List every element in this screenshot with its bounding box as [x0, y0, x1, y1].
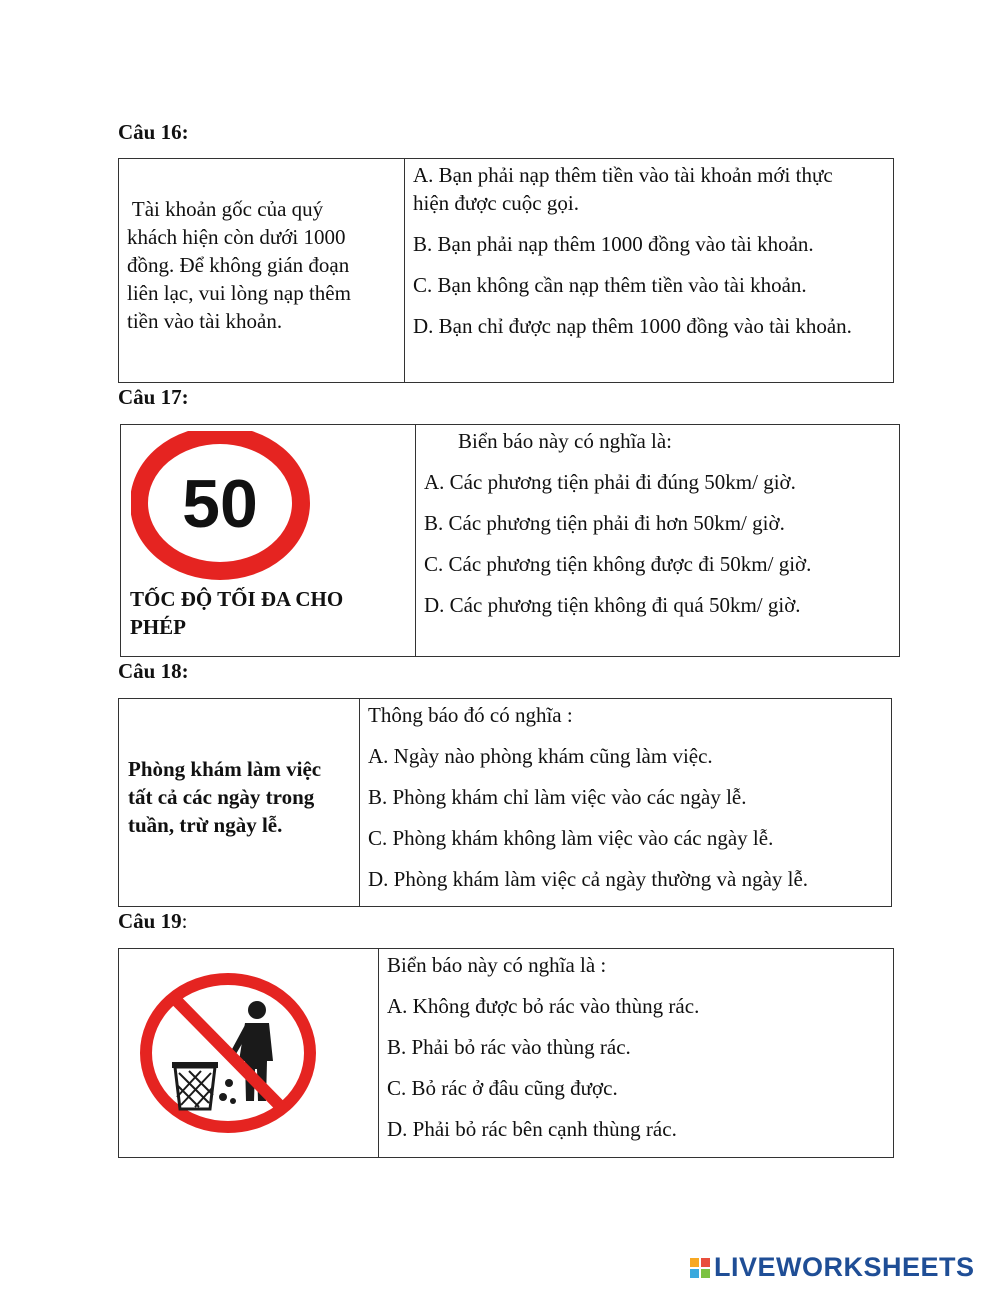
question-17-sign-cell	[121, 425, 416, 656]
statement-line: Phòng khám làm việc	[128, 757, 322, 781]
question-19-box	[118, 948, 894, 1158]
option-b[interactable]: B. Các phương tiện phải đi hơn 50km/ giờ.	[424, 511, 785, 535]
option-b[interactable]: B. Bạn phải nạp thêm 1000 đồng vào tài khoản.	[413, 232, 814, 256]
trash-bin-icon	[172, 1062, 218, 1109]
option-c[interactable]: C. Các phương tiện không được đi 50km/ giờ.	[424, 552, 812, 576]
statement-line: Tài khoản gốc của quý	[127, 197, 324, 221]
question-19-sign-cell	[119, 949, 379, 1157]
statement-line: tất cả các ngày trong	[128, 785, 315, 809]
question-prompt: Biển báo này có nghĩa là:	[458, 429, 673, 453]
option-c[interactable]: C. Bạn không cần nạp thêm tiền vào tài khoản.	[413, 273, 807, 297]
sign-caption	[130, 585, 343, 641]
question-17-box	[120, 424, 900, 657]
question-18-statement	[119, 699, 360, 906]
question-19-title	[118, 909, 187, 934]
question-prompt: Thông báo đó có nghĩa :	[368, 703, 573, 727]
option-b[interactable]: B. Phải bỏ rác vào thùng rác.	[387, 1035, 631, 1059]
logo-blocks-icon	[690, 1258, 710, 1278]
speed-limit-number: 50	[182, 466, 258, 542]
liveworksheets-logo	[690, 1252, 975, 1283]
sign-caption-line: PHÉP	[130, 615, 186, 639]
question-19-title-colon: :	[181, 909, 188, 933]
question-17-options	[416, 425, 899, 656]
option-a[interactable]: A. Không được bỏ rác vào thùng rác.	[387, 994, 700, 1018]
logo-block	[690, 1258, 699, 1267]
option-c[interactable]: C. Bỏ rác ở đâu cũng được.	[387, 1076, 618, 1100]
sign-caption-line: TỐC ĐỘ TỐI ĐA CHO	[130, 587, 344, 611]
question-18-options	[360, 699, 891, 906]
statement-line: tuần, trừ ngày lễ.	[128, 813, 283, 837]
option-d[interactable]: D. Phải bỏ rác bên cạnh thùng rác.	[387, 1117, 677, 1141]
statement-line: liên lạc, vui lòng nạp thêm	[127, 281, 351, 305]
logo-block	[690, 1269, 699, 1278]
logo-block	[701, 1258, 710, 1267]
statement-line: khách hiện còn dưới 1000	[127, 225, 346, 249]
statement-line: tiền vào tài khoản.	[127, 309, 283, 333]
option-d[interactable]: D. Bạn chỉ được nạp thêm 1000 đồng vào tài khoản.	[413, 314, 852, 338]
question-19-options	[379, 949, 893, 1157]
question-16-title: Câu 16:	[118, 120, 189, 144]
logo-block	[701, 1269, 710, 1278]
option-a[interactable]: A. Ngày nào phòng khám cũng làm việc.	[368, 744, 713, 768]
question-18-box	[118, 698, 892, 907]
option-a[interactable]: A. Các phương tiện phải đi đúng 50km/ giờ.	[424, 470, 796, 494]
question-prompt: Biển báo này có nghĩa là :	[387, 953, 607, 977]
statement-line: đồng. Để không gián đoạn	[127, 253, 350, 277]
option-c[interactable]: C. Phòng khám không làm việc vào các ngày lễ.	[368, 826, 774, 850]
no-littering-sign	[133, 963, 333, 1143]
option-a[interactable]: A. Bạn phải nạp thêm tiền vào tài khoản mới thực hiện được cuộc gọi.	[413, 163, 833, 215]
option-d[interactable]: D. Phòng khám làm việc cả ngày thường và ngày lễ.	[368, 867, 809, 891]
question-18-title: Câu 18:	[118, 659, 189, 683]
question-19-title-text: Câu 19	[118, 909, 182, 933]
question-16-statement	[119, 159, 405, 382]
speed-limit-50-sign	[131, 431, 311, 581]
option-b[interactable]: B. Phòng khám chỉ làm việc vào các ngày lễ.	[368, 785, 747, 809]
logo-text: LIVEWORKSHEETS	[714, 1252, 975, 1282]
question-16-options	[405, 159, 893, 382]
option-d[interactable]: D. Các phương tiện không đi quá 50km/ giờ.	[424, 593, 801, 617]
question-16-box	[118, 158, 894, 383]
question-17-title: Câu 17:	[118, 385, 189, 409]
